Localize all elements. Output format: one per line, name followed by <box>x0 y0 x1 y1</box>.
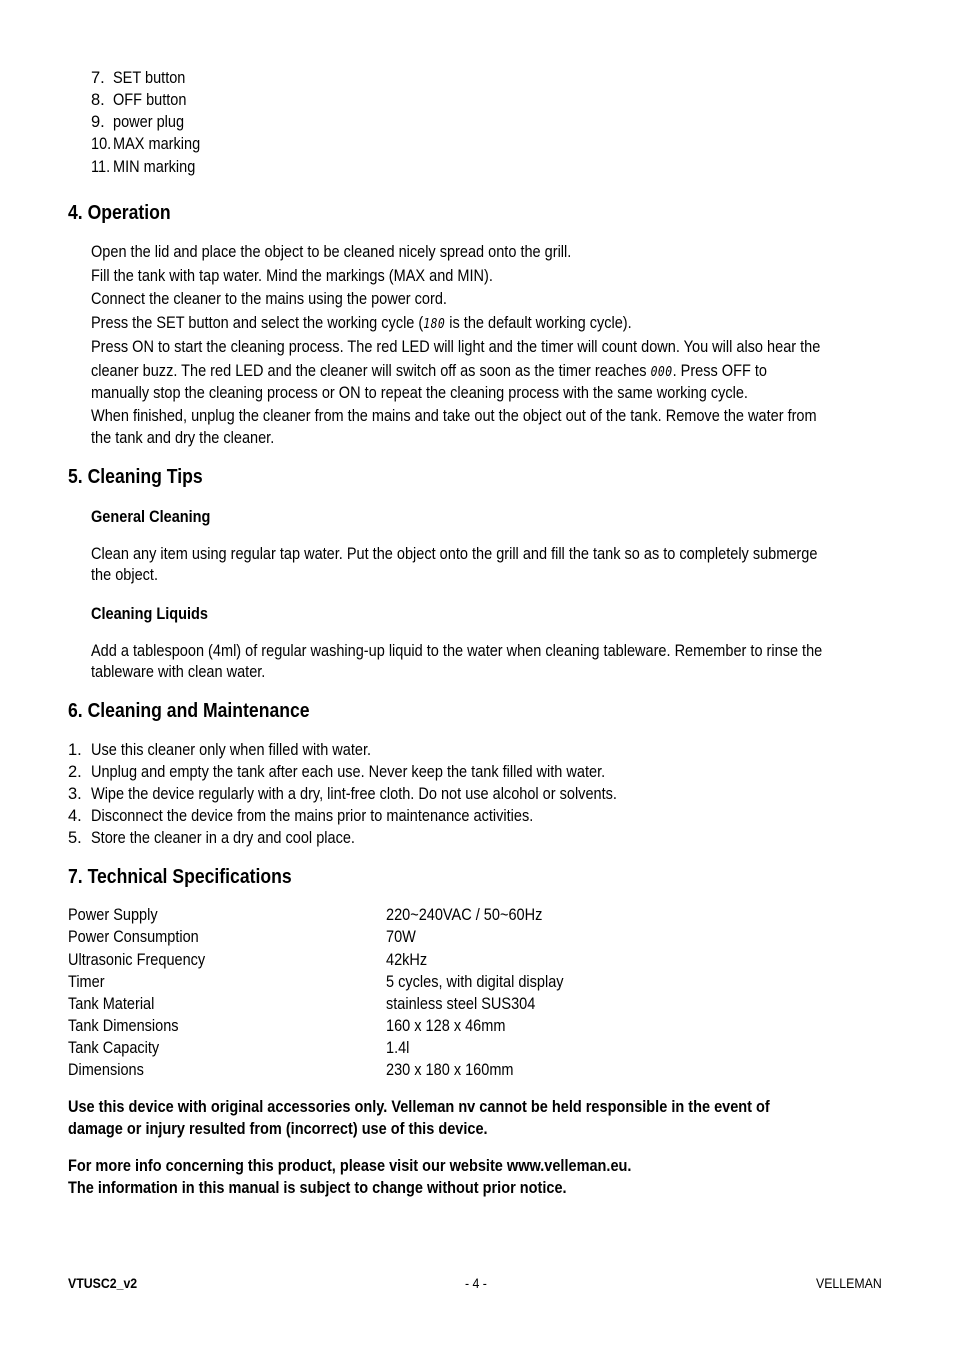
lcd-digits: 000 <box>650 365 673 380</box>
list-item-number: 7. <box>91 69 105 87</box>
list-item: MAX marking <box>113 135 201 153</box>
list-item: SET button <box>113 69 186 87</box>
paragraph-line: cleaner buzz. The red LED and the cleaner will switch off as soon as the timer reaches 000. Press OFF to <box>91 362 767 380</box>
list-item-number: 11. <box>91 158 111 176</box>
paragraph-line: Open the lid and place the object to be cleaned nicely spread onto the grill. <box>91 243 572 261</box>
spec-value: 70W <box>386 928 416 946</box>
list-item: MIN marking <box>113 158 196 176</box>
paragraph-line: tableware with clean water. <box>91 663 266 681</box>
list-item-number: 5. <box>68 829 82 847</box>
paragraph-line: the object. <box>91 566 159 584</box>
spec-label: Power Supply <box>68 906 158 924</box>
paragraph-line: Connect the cleaner to the mains using the power cord. <box>91 290 447 308</box>
paragraph-line: When finished, unplug the cleaner from the mains and take out the object out of the tank. Remove the water from <box>91 407 817 425</box>
notice-accessories: Use this device with original accessories only. Velleman nv cannot be held responsible in the event of <box>68 1098 770 1116</box>
footer-page-number: - 4 - <box>465 1275 487 1291</box>
notice-info: The information in this manual is subject to change without prior notice. <box>68 1179 567 1197</box>
notice-accessories: damage or injury resulted from (incorrect) use of this device. <box>68 1120 488 1138</box>
spec-label: Power Consumption <box>68 928 199 946</box>
spec-label: Tank Material <box>68 995 155 1013</box>
list-item-number: 2. <box>68 763 82 781</box>
spec-value: 230 x 180 x 160mm <box>386 1061 514 1079</box>
spec-label: Ultrasonic Frequency <box>68 951 206 969</box>
subheading-cleaning-liquids: Cleaning Liquids <box>91 605 208 623</box>
footer-model: VTUSC2_v2 <box>68 1275 138 1291</box>
footer-brand: VELLEMAN <box>816 1275 882 1291</box>
paragraph-line: Clean any item using regular tap water. Put the object onto the grill and fill the tank so as to completely submerge <box>91 545 818 563</box>
list-item: OFF button <box>113 91 187 109</box>
paragraph-line: Fill the tank with tap water. Mind the markings (MAX and MIN). <box>91 267 493 285</box>
spec-value: stainless steel SUS304 <box>386 995 536 1013</box>
list-item-number: 8. <box>91 91 105 109</box>
spec-label: Tank Capacity <box>68 1039 160 1057</box>
section-heading-specifications: 7. Technical Specifications <box>68 866 292 888</box>
list-item-number: 10. <box>91 135 112 153</box>
list-item: Wipe the device regularly with a dry, lint-free cloth. Do not use alcohol or solvents. <box>91 785 617 803</box>
spec-label: Tank Dimensions <box>68 1017 179 1035</box>
lcd-digits: 180 <box>423 317 446 332</box>
list-item: Unplug and empty the tank after each use. Never keep the tank filled with water. <box>91 763 606 781</box>
paragraph-line: Add a tablespoon (4ml) of regular washing-up liquid to the water when cleaning tableware. Remember to rinse the <box>91 642 823 660</box>
list-item-number: 4. <box>68 807 82 825</box>
spec-value: 42kHz <box>386 951 428 969</box>
subheading-general-cleaning: General Cleaning <box>91 508 211 526</box>
spec-value: 1.4l <box>386 1039 410 1057</box>
list-item: Use this cleaner only when filled with water. <box>91 741 372 759</box>
list-item-number: 9. <box>91 113 105 131</box>
list-item: Disconnect the device from the mains prior to maintenance activities. <box>91 807 534 825</box>
paragraph-line: the tank and dry the cleaner. <box>91 429 275 447</box>
spec-label: Dimensions <box>68 1061 144 1079</box>
paragraph-line: Press the SET button and select the working cycle (180 is the default working cycle). <box>91 314 632 332</box>
list-item: power plug <box>113 113 185 131</box>
spec-value: 220~240VAC / 50~60Hz <box>386 906 543 924</box>
spec-label: Timer <box>68 973 105 991</box>
paragraph-line: manually stop the cleaning process or ON to repeat the cleaning process with the same working cycle. <box>91 384 748 402</box>
spec-value: 160 x 128 x 46mm <box>386 1017 506 1035</box>
paragraph-line: Press ON to start the cleaning process. The red LED will light and the timer will count down. You will also hear the <box>91 338 821 356</box>
list-item: Store the cleaner in a dry and cool place. <box>91 829 355 847</box>
list-item-number: 3. <box>68 785 82 803</box>
section-heading-maintenance: 6. Cleaning and Maintenance <box>68 700 310 722</box>
section-heading-cleaning-tips: 5. Cleaning Tips <box>68 466 203 488</box>
list-item-number: 1. <box>68 741 82 759</box>
notice-info: For more info concerning this product, please visit our website www.velleman.eu. <box>68 1157 632 1175</box>
spec-value: 5 cycles, with digital display <box>386 973 564 991</box>
section-heading-operation: 4. Operation <box>68 202 171 224</box>
